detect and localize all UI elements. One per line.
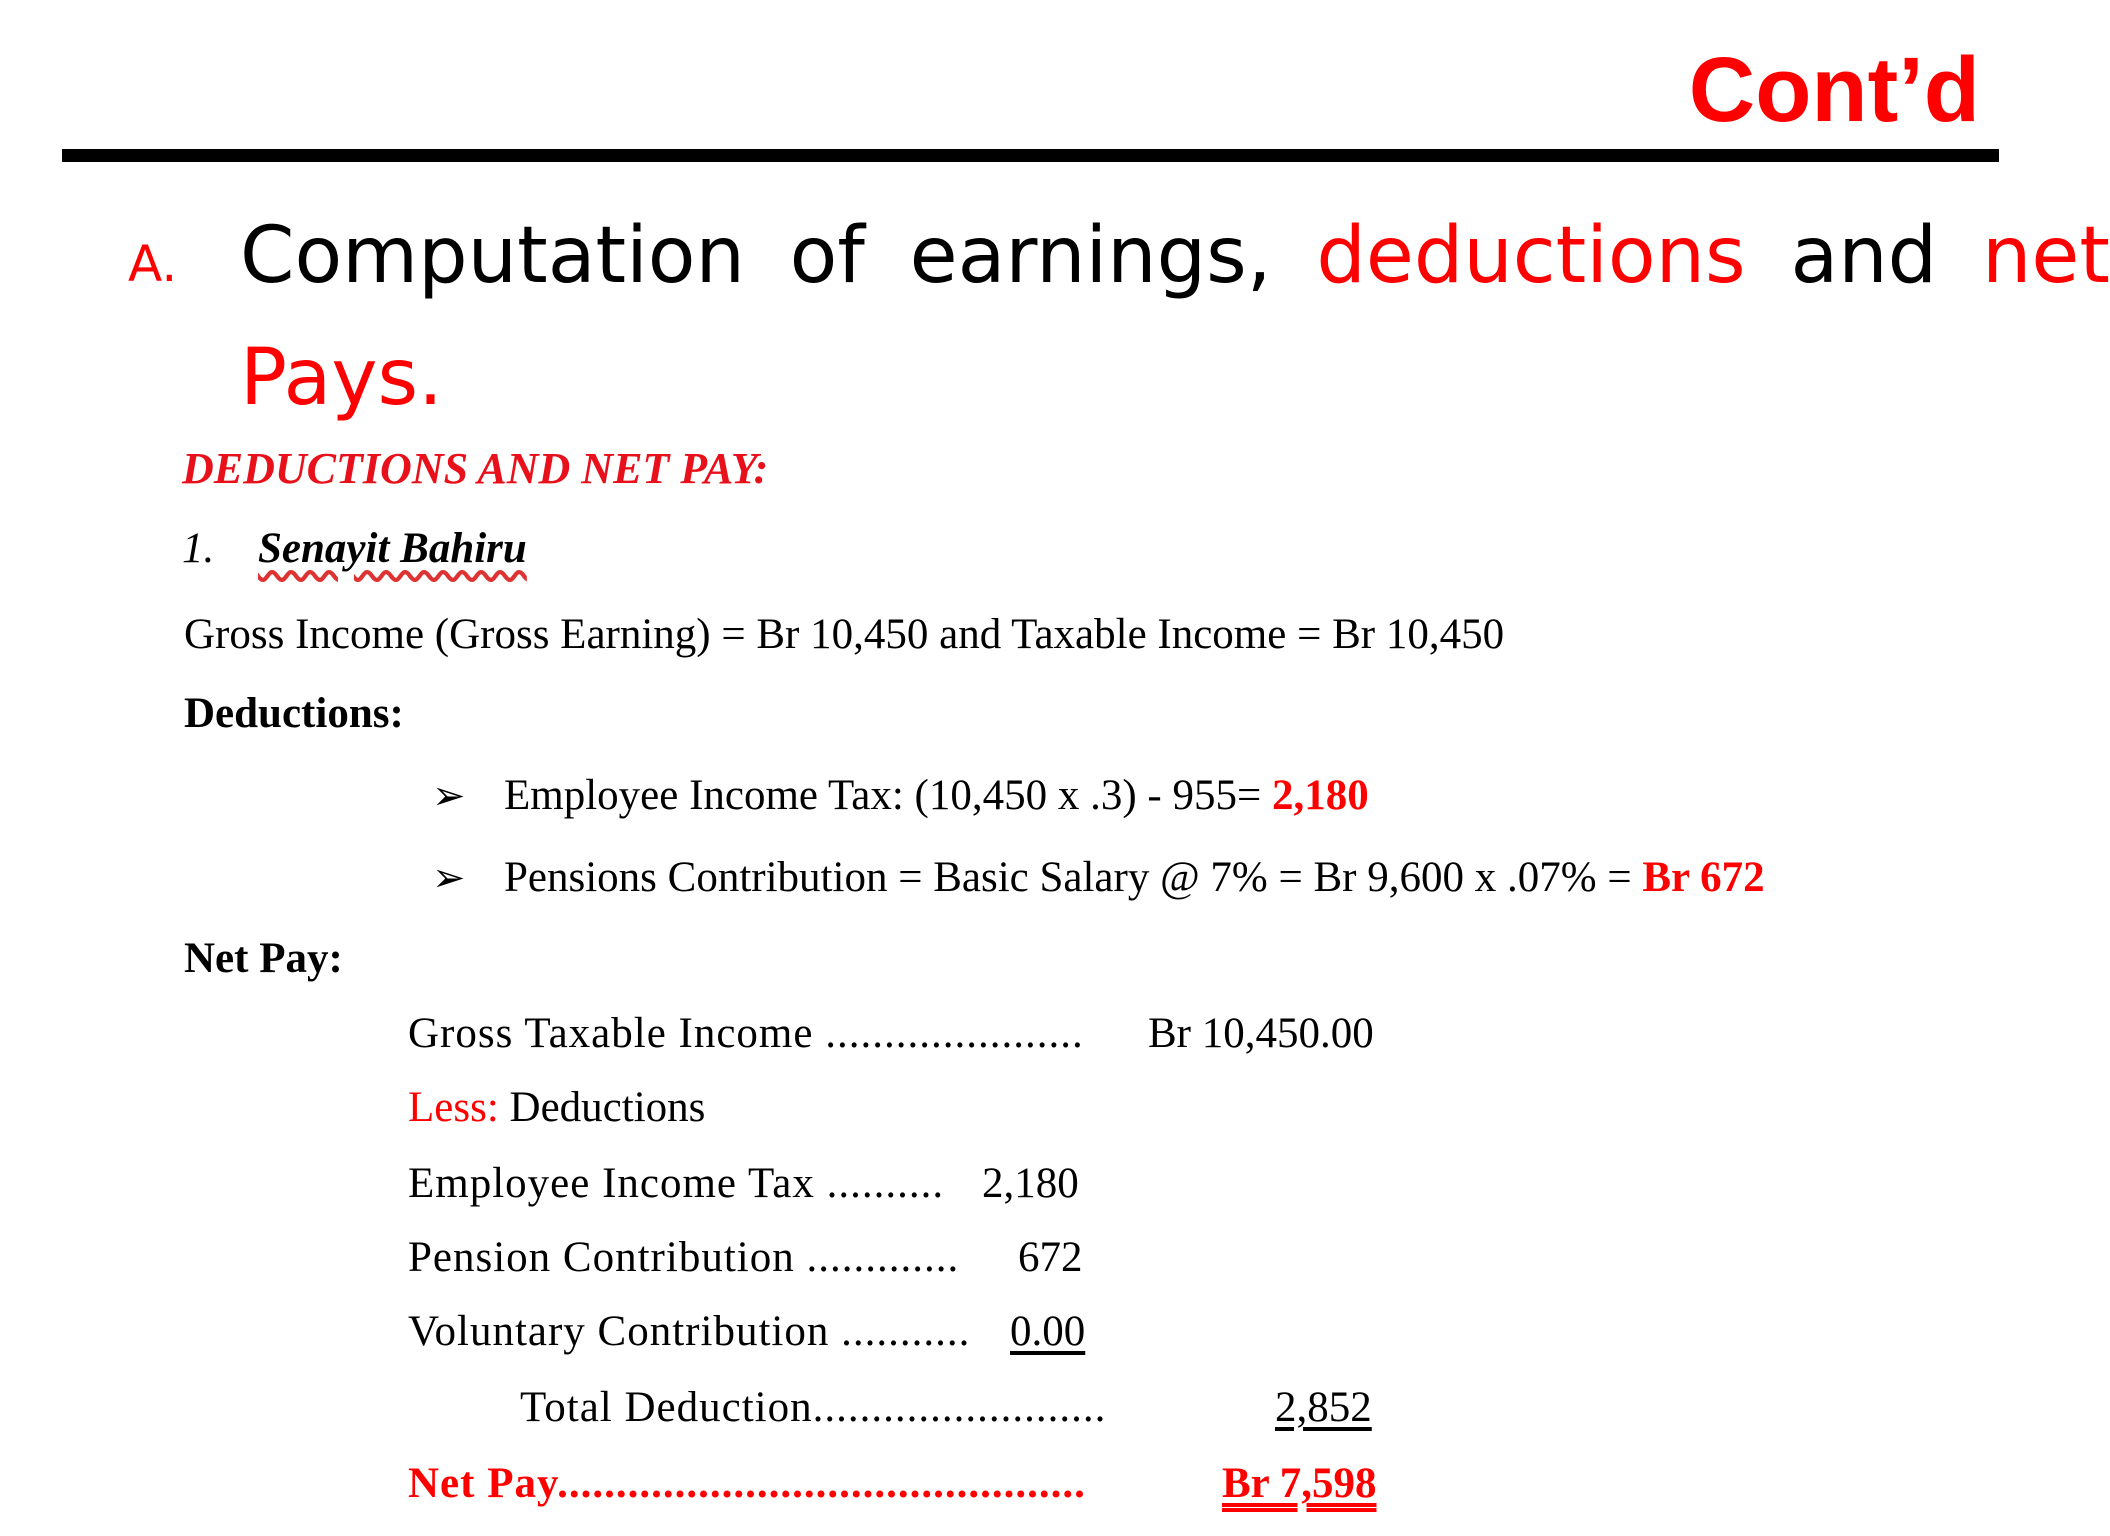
- employee-income-tax-label: Employee Income Tax ..........: [408, 1160, 945, 1207]
- gross-taxable-income-value: Br 10,450.00: [1148, 1010, 1374, 1057]
- bullet-arrow-icon: ➢: [432, 773, 466, 818]
- net-pay-label: Net Pay.............................................: [408, 1460, 1086, 1507]
- net-pay-heading: Net Pay:: [184, 935, 343, 982]
- voluntary-contribution-value: 0.00: [1010, 1308, 1086, 1355]
- heading-line-2: Pays.: [240, 333, 443, 423]
- heading-word-highlight: deductions: [1316, 211, 1746, 301]
- bullet-text: Employee Income Tax: (10,450 x .3) - 955=: [504, 772, 1272, 819]
- person-number: 1.: [182, 525, 215, 572]
- heading-word: earnings,: [909, 211, 1272, 301]
- heading-word: of: [789, 211, 865, 301]
- net-pay-value: Br 7,598: [1222, 1460, 1377, 1507]
- employee-income-tax-value: 2,180: [982, 1160, 1079, 1207]
- voluntary-contribution-label: Voluntary Contribution ...........: [408, 1308, 971, 1355]
- bullet-text: Pensions Contribution = Basic Salary @ 7% = Br 9,600 x .07% =: [504, 854, 1643, 901]
- heading-word-highlight: net: [1981, 211, 2110, 301]
- bullet-highlight-value: Br 672: [1642, 854, 1765, 901]
- total-deduction-value: 2,852: [1275, 1384, 1372, 1431]
- less-deductions-line: [408, 1086, 705, 1129]
- bullet-income-tax: [504, 774, 1369, 817]
- list-marker: A.: [128, 235, 178, 293]
- deductions-label: Deductions:: [184, 690, 404, 737]
- gross-taxable-income-label: Gross Taxable Income ......................: [408, 1010, 1084, 1057]
- deductions-word: Deductions: [509, 1084, 706, 1131]
- section-title: DEDUCTIONS AND NET PAY:: [182, 444, 769, 493]
- heading-line-1: [240, 195, 2110, 317]
- bullet-arrow-icon: ➢: [432, 855, 466, 900]
- bullet-highlight-value: 2,180: [1272, 772, 1369, 819]
- person-name: Senayit Bahiru: [258, 525, 527, 572]
- slide-title: Cont’d: [1688, 39, 1980, 141]
- total-deduction-label: Total Deduction.........................: [520, 1384, 1107, 1431]
- pension-contribution-value: 672: [1018, 1234, 1083, 1281]
- heading-word: Computation: [240, 211, 745, 301]
- gross-income-line: Gross Income (Gross Earning) = Br 10,450 and Taxable Income = Br 10,450: [184, 611, 1505, 658]
- bullet-pension: [504, 856, 1765, 899]
- heading-word: and: [1790, 211, 1938, 301]
- less-label: Less:: [408, 1084, 499, 1131]
- title-divider: [62, 149, 1999, 162]
- pension-contribution-label: Pension Contribution .............: [408, 1234, 960, 1281]
